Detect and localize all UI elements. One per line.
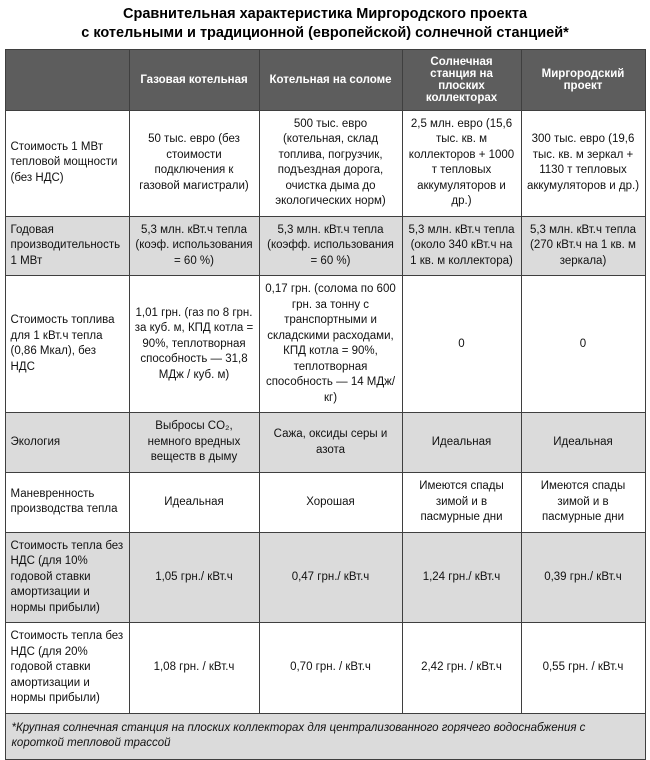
- data-cell: 5,3 млн. кВт.ч тепла (коэфф. использования = 60 %): [259, 216, 402, 276]
- footnote-row: [5, 713, 645, 759]
- data-cell: 300 тыс. евро (19,6 тыс. кв. м зеркал + 1130 т тепловых аккумуляторов и др.): [521, 110, 645, 216]
- row-label-cell: Стоимость топлива для 1 кВт.ч тепла (0,86 Мкал), без НДС: [5, 276, 129, 413]
- data-cell: Имеются спады зимой и в пасмурные дни: [521, 473, 645, 533]
- data-cell: 0: [521, 276, 645, 413]
- data-cell: 1,01 грн. (газ по 8 грн. за куб. м, КПД котла = 90%, теплотворная способность — 31,8 МДж / куб. м): [129, 276, 259, 413]
- header-cell-gas-boiler: Газовая котельная: [129, 49, 259, 110]
- data-cell: 0,47 грн./ кВт.ч: [259, 532, 402, 623]
- data-cell: 5,3 млн. кВт.ч тепла (270 кВт.ч на 1 кв. м зеркала): [521, 216, 645, 276]
- table-row: [5, 216, 645, 276]
- data-cell: 0,70 грн. / кВт.ч: [259, 623, 402, 714]
- page-title-line2: с котельными и традиционной (европейской) солнечной станцией*: [81, 24, 569, 41]
- row-label-cell: Стоимость тепла без НДС (для 10% годовой ставки амортизации и нормы прибыли): [5, 532, 129, 623]
- row-label-cell: Стоимость тепла без НДС (для 20% годовой ставки амортизации и нормы прибыли): [5, 623, 129, 714]
- data-cell: 500 тыс. евро (котельная, склад топлива, погрузчик, подъездная дорога, очистка дыма до экологических норм): [259, 110, 402, 216]
- page-title: [4, 5, 646, 43]
- data-cell: Имеются спады зимой и в пасмурные дни: [402, 473, 521, 533]
- data-cell: Идеальная: [129, 473, 259, 533]
- data-cell: 0,39 грн./ кВт.ч: [521, 532, 645, 623]
- data-cell: 2,42 грн. / кВт.ч: [402, 623, 521, 714]
- table-row: [5, 532, 645, 623]
- page-title-line1: Сравнительная характеристика Миргородского проекта: [122, 6, 528, 22]
- row-label-cell: Годовая производительность 1 МВт: [5, 216, 129, 276]
- data-cell: 1,05 грн./ кВт.ч: [129, 532, 259, 623]
- row-label-cell: Экология: [5, 413, 129, 473]
- table-row: [5, 473, 645, 533]
- header-cell-straw-boiler: Котельная на соломе: [259, 49, 402, 110]
- header-cell-flat-collector-station: Солнечная станция на плоских коллекторах: [402, 49, 521, 110]
- data-cell: 0,17 грн. (солома по 600 грн. за тонну с транспортными и складскими расходами, КПД котла = 90%, теплотворная способность — 14 МДж/кг): [259, 276, 402, 413]
- table-row: [5, 276, 645, 413]
- data-cell: 5,3 млн. кВт.ч тепла (коэф. использования = 60 %): [129, 216, 259, 276]
- data-cell: 0,55 грн. / кВт.ч: [521, 623, 645, 714]
- data-cell: 2,5 млн. евро (15,6 тыс. кв. м коллекторов + 1000 т тепловых аккумуляторов и др.): [402, 110, 521, 216]
- row-label-cell: Маневренность производства тепла: [5, 473, 129, 533]
- data-cell: Идеальная: [521, 413, 645, 473]
- data-cell: Хорошая: [259, 473, 402, 533]
- data-cell: 1,24 грн./ кВт.ч: [402, 532, 521, 623]
- table-footnote: *Крупная солнечная станция на плоских коллекторах для централизованного горячего водоснабжения с короткой тепловой трассой: [5, 713, 645, 759]
- data-cell: 1,08 грн. / кВт.ч: [129, 623, 259, 714]
- comparison-table: [5, 49, 646, 760]
- data-cell: Идеальная: [402, 413, 521, 473]
- data-cell: 0: [402, 276, 521, 413]
- row-label-cell: Стоимость 1 МВт тепловой мощности (без НДС): [5, 110, 129, 216]
- header-cell-empty: [5, 49, 129, 110]
- header-row: [5, 49, 645, 110]
- table-row: [5, 110, 645, 216]
- table-row: [5, 413, 645, 473]
- data-cell: Сажа, оксиды серы и азота: [259, 413, 402, 473]
- data-cell: 50 тыс. евро (без стоимости подключения к газовой магистрали): [129, 110, 259, 216]
- data-cell: 5,3 млн. кВт.ч тепла (около 340 кВт.ч на 1 кв. м коллектора): [402, 216, 521, 276]
- table-row: [5, 623, 645, 714]
- header-cell-mirgorod-project: Миргородский проект: [521, 49, 645, 110]
- data-cell: Выбросы CO₂, немного вредных веществ в дыму: [129, 413, 259, 473]
